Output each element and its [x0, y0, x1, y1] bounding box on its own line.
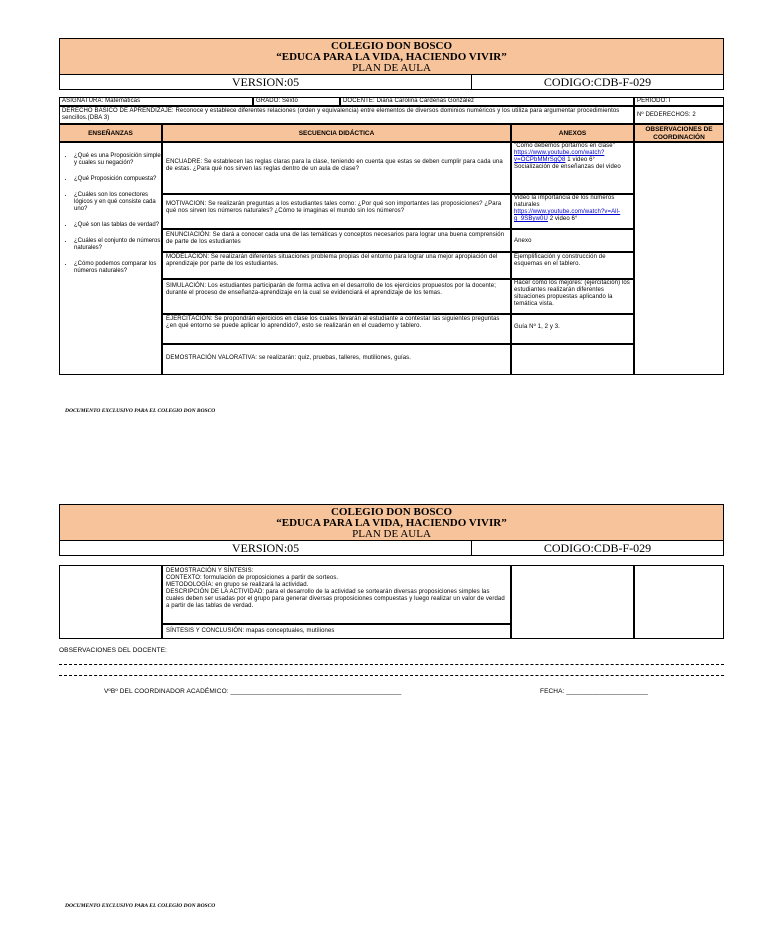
anexo-1-extra: Socialización de enseñanzas del video — [514, 164, 621, 170]
col-anexos: ANEXOS — [511, 124, 634, 142]
fecha-line: FECHA: ______________________ — [540, 688, 649, 695]
anexo-2 — [511, 194, 634, 229]
p2-demostracion — [162, 565, 511, 624]
list-item: • ¿Cuáles el conjunto de números naturales? — [74, 238, 161, 252]
col-secuencia: SECUENCIA DIDÁCTICA — [162, 124, 511, 142]
col-ensenanzas: ENSEÑANZAS — [59, 124, 162, 142]
list-item: • ¿Cómo podemos comparar los números naturales? — [74, 261, 161, 275]
seq-motivacion: MOTIVACION: Se realizarán preguntas a los estudiantes tales como: ¿Por qué son importantes las proposiciones? ¿Para qué nos sirven los números naturales? ¿Cómo te imaginas el mundo sin los números? — [162, 194, 511, 229]
p2-anexos — [511, 565, 634, 639]
anexo-2-link[interactable]: https://www.youtube.com/watch?v=All-g_9SByw0U — [514, 209, 621, 222]
col-observaciones: OBSERVACIONES DE COORDINACIÓN — [634, 124, 724, 142]
list-item: • ¿Qué son las tablas de verdad? — [74, 222, 161, 229]
seq-simulacion: SIMULACIÓN: Los estudiantes participarán de forma activa en el desarrollo de los ejercicios propuestos por la docente; durante el proceso de enseñanza-aprendizaje en la cual se evidenciará el aprendizaje de los temas. — [162, 279, 511, 314]
anexo-7 — [511, 344, 634, 375]
header-band-2 — [59, 504, 724, 541]
seq-ejercitacion: EJERCITACIÓN: Se propondrán ejercicios en clase los cuales llevarán al estudiante a contestar las siguientes preguntas ¿en qué entorno se puede aplicar lo aprendido?, esto se realizarán en el cuaderno y tablero. — [162, 314, 511, 344]
plan-title: PLAN DE AULA — [352, 528, 431, 540]
footer-note-1: DOCUMENTO EXCLUSIVO PARA EL COLEGIO DON BOSCO — [65, 408, 216, 414]
list-item: • ¿Qué Proposición compuesta? — [74, 176, 161, 183]
code-label: CODIGO:CDB-F-029 — [543, 75, 652, 89]
obs-line-1 — [59, 664, 724, 665]
seq-demostracion: DEMOSTRACIÓN VALORATIVA: se realizarán: quiz, pruebas, talleres, mutiliones, guías. — [162, 344, 511, 375]
version-label: VERSION:05 — [60, 541, 472, 555]
obs-line-2 — [59, 675, 724, 676]
asignatura-cell: ASIGNATURA: Matemáticas — [59, 97, 253, 106]
grado-cell: GRADO: Sexto — [253, 97, 340, 106]
version-row-2 — [59, 541, 724, 556]
p2-sintesis: SÍNTESIS Y CONCLUSIÓN: mapas conceptuales, mutiliones — [162, 624, 511, 639]
anexo-1-post: 1 video 6° — [567, 157, 596, 163]
vobo-line: VºBº DEL COORDINADOR ACADÉMICO: ______________________________________________ — [104, 688, 402, 695]
contexto-text: CONTEXTO: formulación de proposiciones a partir de sorteos. — [166, 575, 339, 581]
anexo-2-text: Video la importancia de los números naturales — [514, 195, 615, 208]
list-item: • ¿Cuáles son los conectores lógicos y en qué consiste cada uno? — [74, 192, 161, 213]
school-name: COLEGIO DON BOSCO — [330, 506, 453, 518]
question-list — [60, 153, 161, 275]
code-label: CODIGO:CDB-F-029 — [543, 541, 652, 555]
anexo-4: Ejemplificación y construcción de esquemas en el tablero. — [511, 252, 634, 279]
version-label: VERSION:05 — [60, 75, 472, 89]
dba-cell: DERECHO BASICO DE APRENDIZAJE: Reconoce y establece diferentes relaciones (orden y equivalencia) entre elementos de diversos dominios numéricos y los utiliza para argumentar procedimientos sencillos.(DBA 3) — [59, 106, 634, 124]
ensenanzas-body — [59, 142, 162, 375]
descripcion-text: DESCRIPCIÓN DE LA ACTIVIDAD: para el desarrollo de la actividad se sortearán diversas proposiciones simples las cuales deben ser usadas por el grupo para generar diversas proposiciones compuestas y luego realizar un valor de verdad a partir de las tablas de verdad. — [166, 589, 505, 609]
periodo-cell: PERIODO: I — [634, 97, 724, 106]
version-row-1 — [59, 75, 724, 90]
anexo-3: Anexo — [511, 229, 634, 252]
anexo-6: Guía Nº 1, 2 y 3. — [511, 314, 634, 344]
p2-ensenanzas — [59, 565, 162, 639]
metodologia-text: METODOLOGÍA: en grupo se realizará la actividad. — [166, 582, 309, 588]
school-motto: “EDUCA PARA LA VIDA, HACIENDO VIVIR” — [276, 51, 507, 63]
anexo-1-text: "Como debemos portarnos en clase" — [514, 143, 615, 149]
seq-modelacion: MODELACIÓN: Se realizarán diferentes situaciones problema propias del entorno para lograr una mejor apropiación del aprendizaje por parte de los estudiantes. — [162, 252, 511, 279]
anexo-5: Hacer como los mejores: (ejercitación) los estudiantes realizarán diferentes situaciones propuestas aplicando la temática vista. — [511, 279, 634, 314]
docente-cell: DOCENTE: Diana Carolina Cárdenas González — [340, 97, 634, 106]
footer-note-2: DOCUMENTO EXCLUSIVO PARA EL COLEGIO DON BOSCO — [65, 903, 216, 909]
school-name: COLEGIO DON BOSCO — [330, 40, 453, 52]
header-band-1 — [59, 38, 724, 75]
ndba-cell: Nº DEDERECHOS: 2 — [634, 106, 724, 124]
anexo-1-link[interactable]: https://www.youtube.com/watch?v=OCPbMMrSgQ8 — [514, 150, 605, 163]
p2-observaciones — [634, 565, 724, 639]
seq-enunciacion: ENUNCIACIÓN: Se dará a conocer cada una de las temáticas y conceptos necesarios para lograr una buena comprensión de parte de los estudiantes — [162, 229, 511, 252]
list-item: • ¿Qué es una Proposición simple y cuales su negación? — [74, 153, 161, 167]
anexo-1 — [511, 142, 634, 194]
school-motto: “EDUCA PARA LA VIDA, HACIENDO VIVIR” — [276, 517, 507, 529]
seq-encuadre: ENCUADRE: Se establecen las reglas claras para la clase, teniendo en cuenta que estas se deben cumplir para cada una de estas. ¿Para qué nos sirven las reglas dentro de un aula de clase? — [162, 142, 511, 194]
plan-title: PLAN DE AULA — [352, 62, 431, 74]
demostracion-title: DEMOSTRACIÓN Y SÍNTESIS: — [166, 568, 254, 574]
obs-docente-label: OBSERVACIONES DEL DOCENTE: — [59, 647, 167, 654]
observaciones-body — [634, 142, 724, 375]
anexo-2-post: 2 video 6° — [549, 216, 578, 222]
